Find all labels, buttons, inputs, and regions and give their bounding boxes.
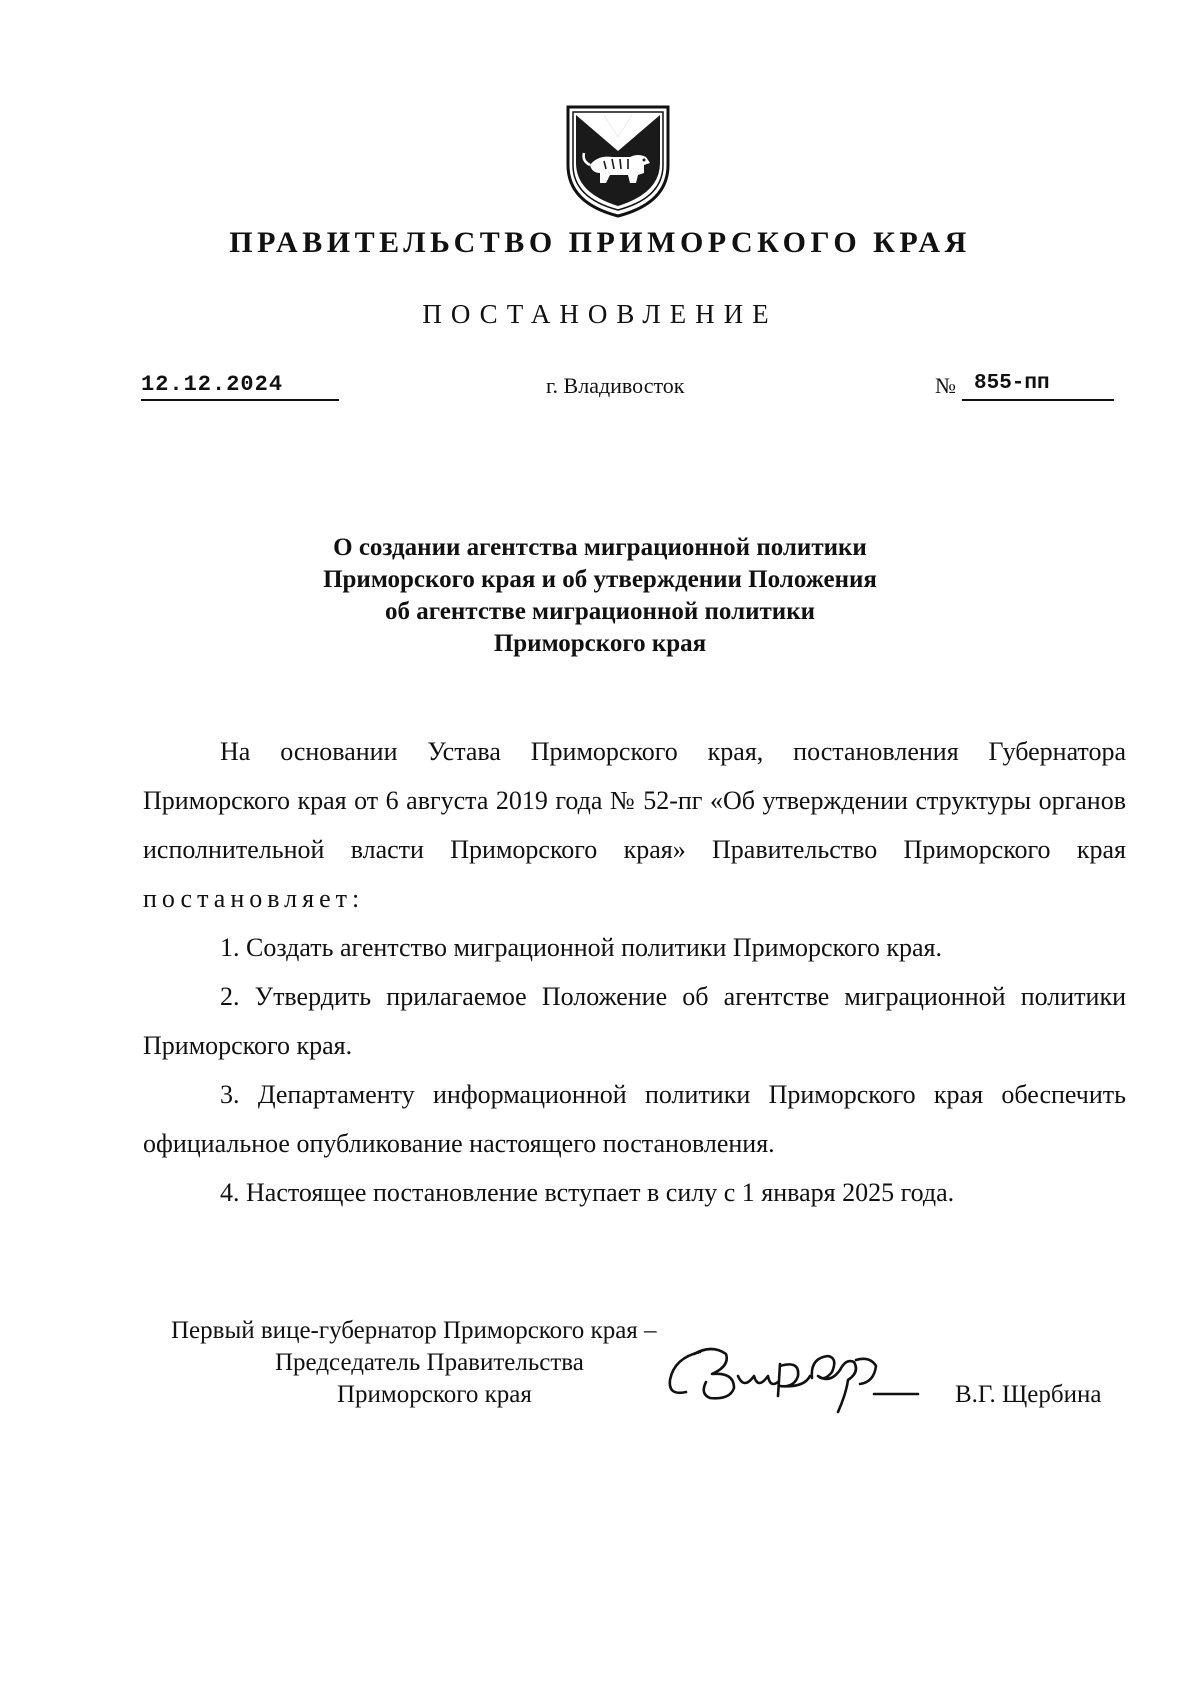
document-title — [0, 532, 1200, 660]
clause-item: 4. Настоящее постановление вступает в силу с 1 января 2025 года. — [220, 1178, 955, 1207]
clause-item: 3. Департаменту информационной политики Приморского края обеспечить официальное опубликование настоящего постановления. — [143, 1080, 1126, 1158]
document-body — [143, 727, 1126, 1217]
handwritten-signature — [660, 1336, 922, 1424]
document-city: г. Владивосток — [546, 373, 685, 398]
preamble-text: На основании Устава Приморского края, постановления Губернатора Приморского края от 6 августа 2019 года № 52-пг «Об утверждении структуры органов исполнительной власти Приморского края» Правительство Приморского края — [143, 737, 1126, 864]
coat-of-arms-icon — [564, 103, 672, 219]
clause-item: 2. Утвердить прилагаемое Положение об агентстве миграционной политики Приморского края. — [143, 982, 1126, 1060]
number-underline — [962, 399, 1114, 401]
document-type: ПОСТАНОВЛЕНИЕ — [422, 299, 778, 329]
title-line: Приморского края — [493, 630, 707, 657]
clause-item: 1. Создать агентство миграционной политики Приморского края. — [220, 933, 943, 962]
resolves-word: постановляет: — [143, 884, 365, 913]
document-date: 12.12.2024 — [141, 372, 284, 397]
signer-position-line: Председатель Правительства — [275, 1349, 584, 1376]
preamble-paragraph — [143, 727, 1126, 923]
document-number: 855-пп — [974, 372, 1050, 395]
title-line: О создании агентства миграционной политики — [333, 534, 867, 561]
signer-position-line: Первый вице-губернатор Приморского края – — [171, 1317, 657, 1344]
date-underline — [141, 399, 339, 401]
signer-name: В.Г. Щербина — [955, 1381, 1102, 1408]
title-line: об агентстве миграционной политики — [384, 598, 816, 625]
title-line: Приморского края и об утверждении Положения — [323, 566, 877, 593]
document-meta — [0, 372, 1200, 406]
number-sign: № — [935, 373, 956, 398]
signer-position-line: Приморского края — [337, 1381, 532, 1408]
organization-name: ПРАВИТЕЛЬСТВО ПРИМОРСКОГО КРАЯ — [229, 226, 971, 259]
